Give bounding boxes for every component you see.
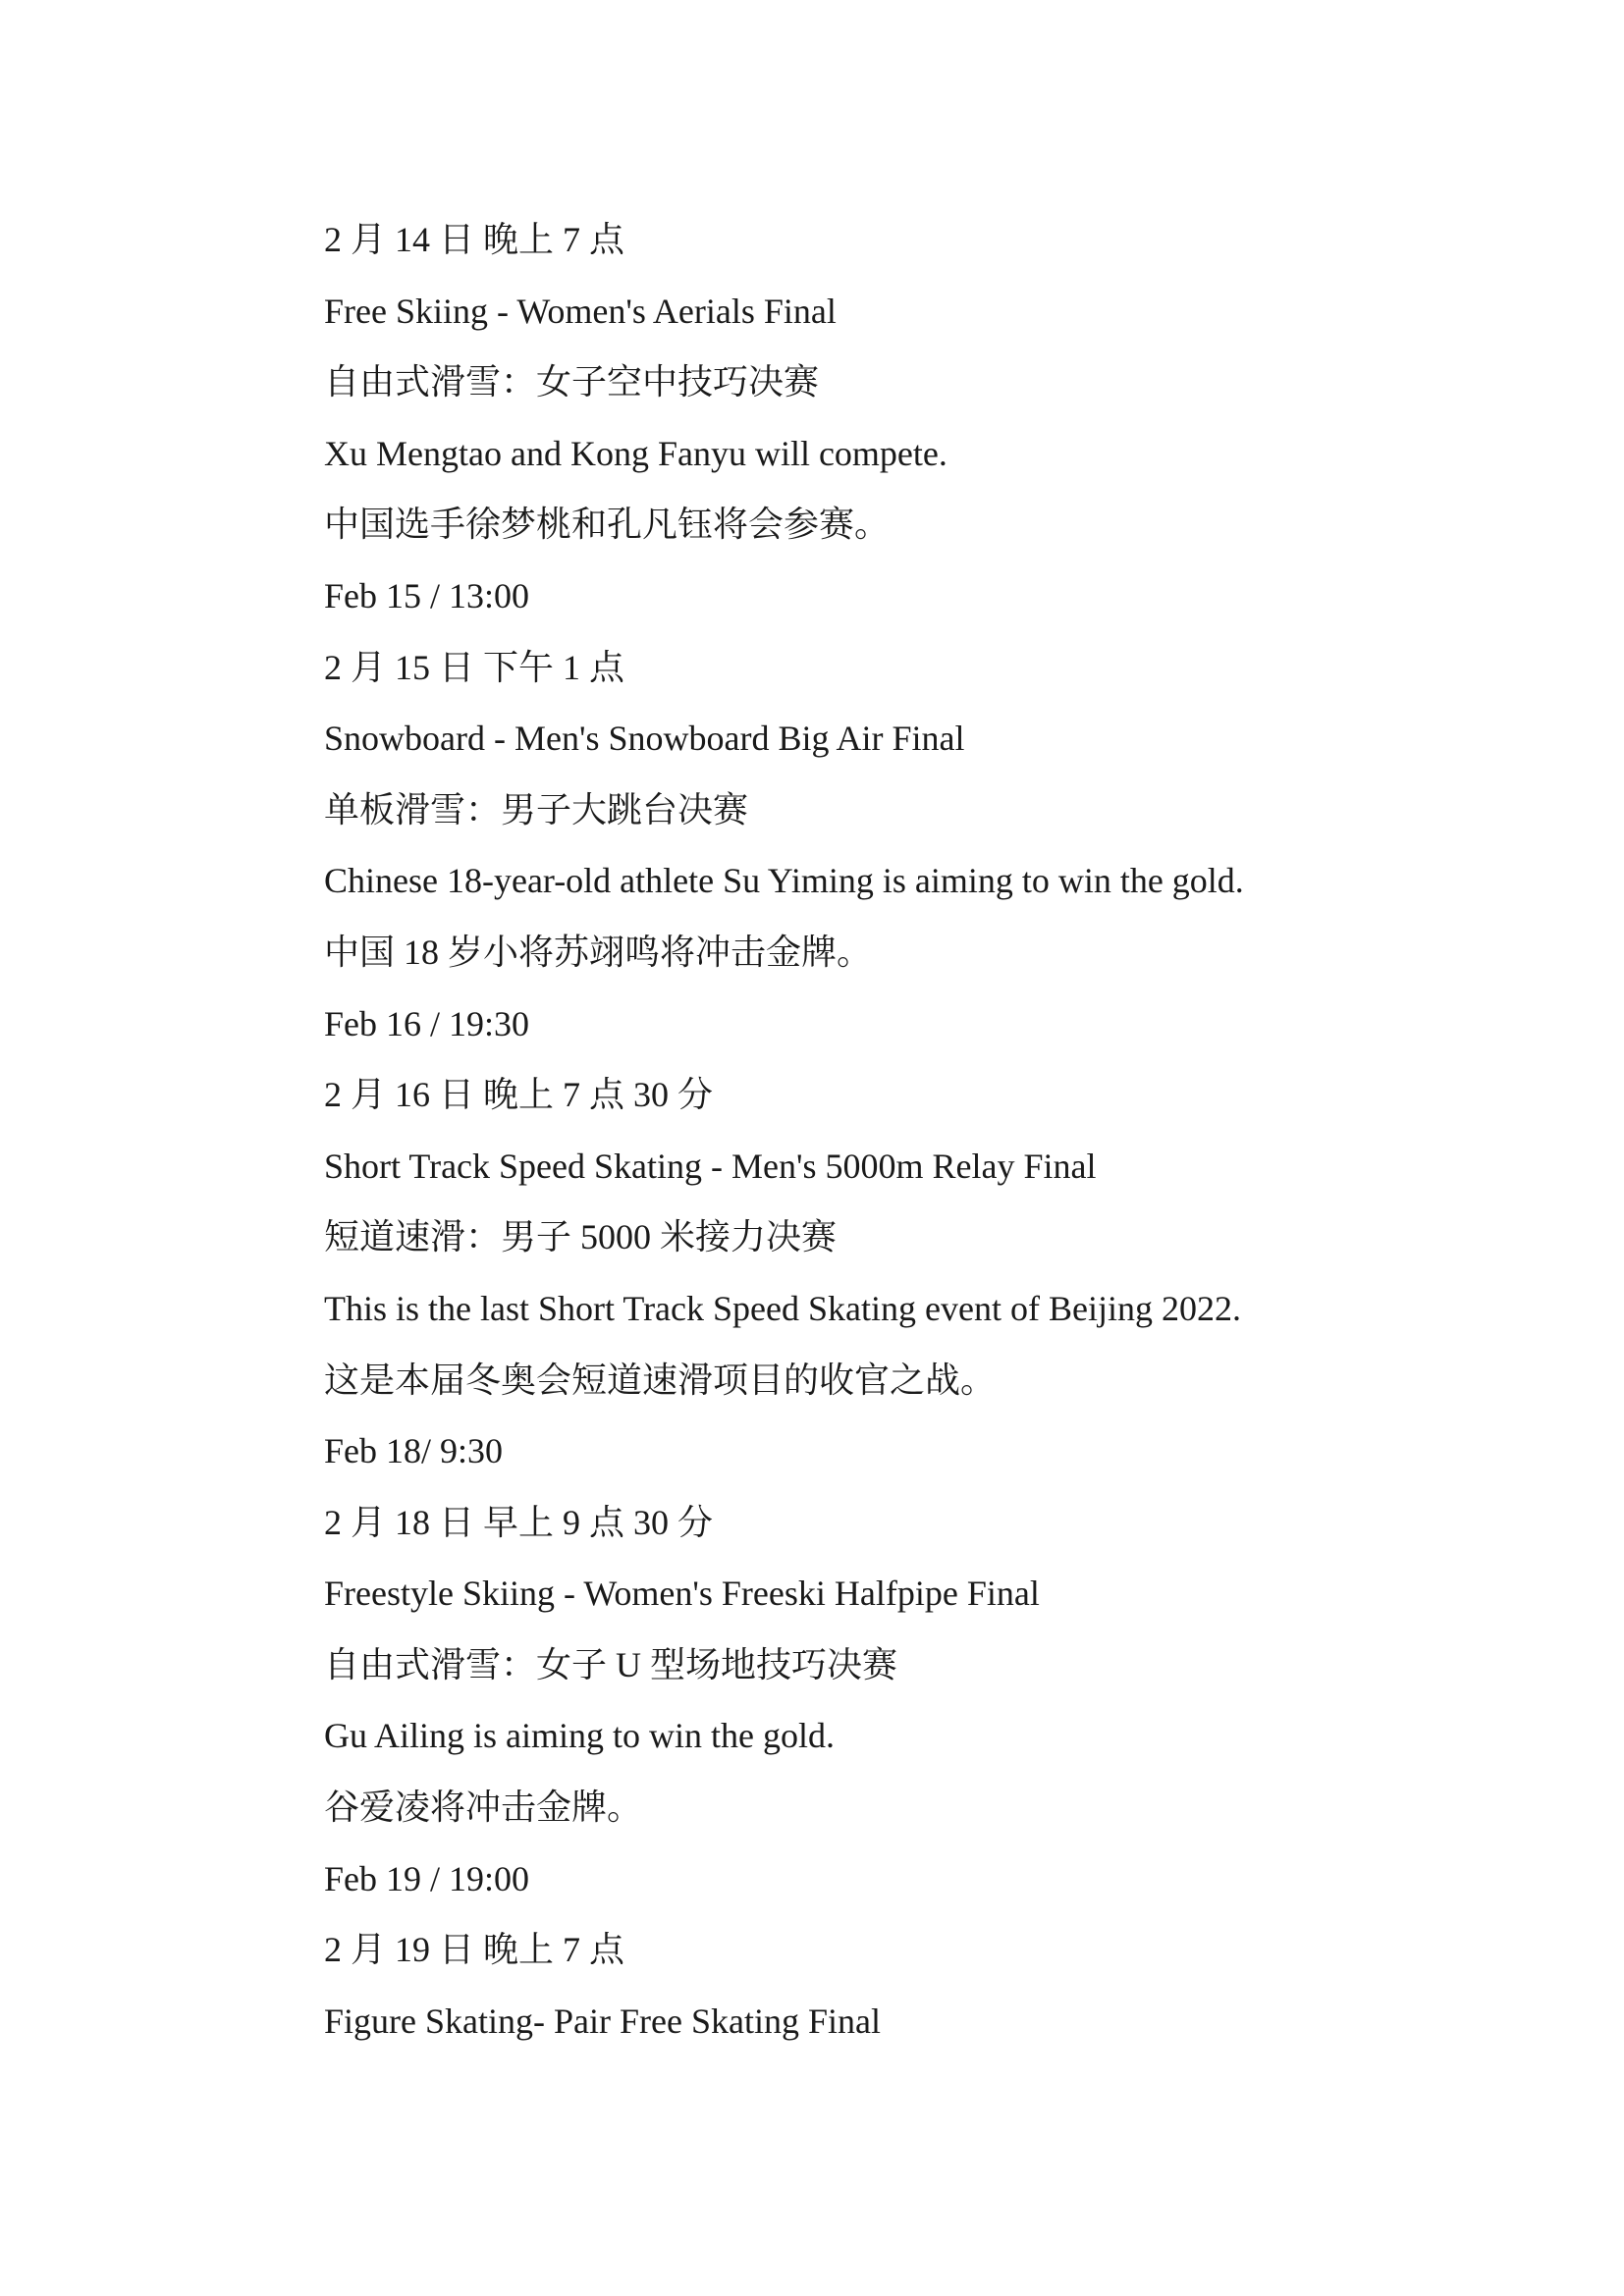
- date-line-en: Feb 18/ 9:30: [324, 1431, 504, 1471]
- event-note-en: Gu Ailing is aiming to win the gold.: [324, 1716, 835, 1756]
- date-line-en: Feb 19 / 19:00: [324, 1858, 530, 1898]
- event-title-cn: 自由式滑雪：女子 U 型场地技巧决赛: [324, 1644, 897, 1684]
- date-line-cn: 2 月 18 日 早上 9 点 30 分: [324, 1502, 714, 1542]
- schedule-text: [324, 210, 1502, 2062]
- event-title-cn: 自由式滑雪：女子空中技巧决赛: [324, 362, 820, 402]
- date-line-cn: 2 月 14 日 晚上 7 点: [324, 220, 625, 259]
- event-note-cn: 中国 18 岁小将苏翊鸣将冲击金牌。: [324, 932, 873, 972]
- date-line-cn: 2 月 16 日 晚上 7 点 30 分: [324, 1075, 714, 1115]
- date-line-cn: 2 月 15 日 下午 1 点: [324, 647, 625, 687]
- event-title-en: Short Track Speed Skating - Men's 5000m Relay Final: [324, 1146, 1097, 1186]
- event-title-cn: 单板滑雪：男子大跳台决赛: [324, 789, 749, 829]
- event-note-cn: 中国选手徐梦桃和孔凡钰将会参赛。: [324, 505, 891, 545]
- event-title-en: Figure Skating- Pair Free Skating Final: [324, 2001, 881, 2041]
- event-note-en: Xu Mengtao and Kong Fanyu will compete.: [324, 433, 947, 473]
- event-title-en: Free Skiing - Women's Aerials Final: [324, 291, 837, 331]
- date-line-en: Feb 16 / 19:30: [324, 1003, 530, 1043]
- event-note-cn: 谷爱凌将冲击金牌。: [324, 1788, 643, 1828]
- event-title-en: Freestyle Skiing - Women's Freeski Halfpipe Final: [324, 1574, 1040, 1614]
- event-note-en: This is the last Short Track Speed Skating event of Beijing 2022.: [324, 1288, 1241, 1328]
- event-title-cn: 短道速滑：男子 5000 米接力决赛: [324, 1217, 838, 1257]
- event-note-en: Chinese 18-year-old athlete Su Yiming is aiming to win the gold.: [324, 861, 1244, 901]
- event-title-en: Snowboard - Men's Snowboard Big Air Final: [324, 719, 965, 759]
- event-note-cn: 这是本届冬奥会短道速滑项目的收官之战。: [324, 1360, 997, 1400]
- date-line-en: Feb 15 / 13:00: [324, 575, 530, 615]
- date-line-cn: 2 月 19 日 晚上 7 点: [324, 1930, 625, 1970]
